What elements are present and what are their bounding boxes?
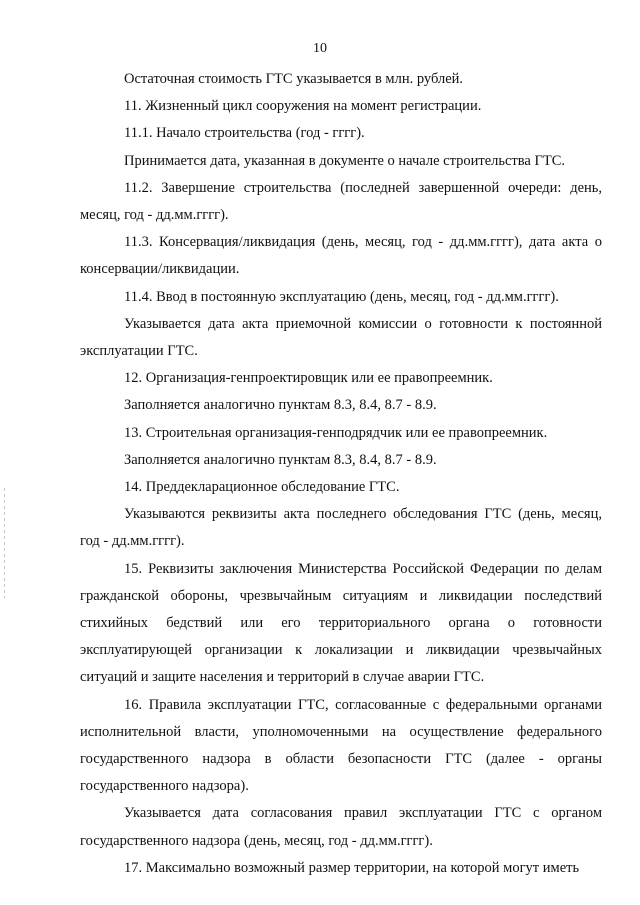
paragraph-item-16: 16. Правила эксплуатации ГТС, согласованные с федеральными органами исполнительной власти, уполномоченными на осуществление федерального государственного надзора в области безопасности ГТС (далее - органы государственного надзора). bbox=[80, 696, 602, 795]
paragraph-item-15: 15. Реквизиты заключения Министерства Российской Федерации по делам гражданской обороны, чрезвычайным ситуациям и ликвидации последствий стихийных бедствий или его территориального органа о готовности эксплуатирующей организации к локализации и ликвидации чрезвычайных ситуаций и защите населения и территорий в случае аварии ГТС. bbox=[80, 560, 602, 686]
paragraph-item-11-4: 11.4. Ввод в постоянную эксплуатацию (день, месяц, год - дд.мм.гггг). bbox=[124, 288, 559, 305]
paragraph-item-16-note: Указывается дата согласования правил эксплуатации ГТС с органом государственного надзора (день, месяц, год - дд.мм.гггг). bbox=[80, 805, 602, 849]
paragraph-item-14: 14. Преддекларационное обследование ГТС. bbox=[124, 479, 400, 496]
paragraph-item-14-note: Указываются реквизиты акта последнего обследования ГТС (день, месяц, год - дд.мм.гггг). bbox=[80, 506, 602, 550]
document-body bbox=[80, 66, 602, 882]
paragraph-item-12-note: Заполняется аналогично пунктам 8.3, 8.4, 8.7 - 8.9. bbox=[124, 397, 437, 414]
paragraph-item-11-1: 11.1. Начало строительства (год - гггг). bbox=[124, 125, 365, 142]
paragraph-item-12: 12. Организация-генпроектировщик или ее правопреемник. bbox=[124, 370, 493, 387]
paragraph-item-11: 11. Жизненный цикл сооружения на момент регистрации. bbox=[124, 98, 482, 115]
paragraph-item-11-3: 11.3. Консервация/ликвидация (день, месяц, год - дд.мм.гггг), дата акта о консервации/ликвидации. bbox=[80, 234, 602, 278]
paragraph-item-17: 17. Максимально возможный размер территории, на которой могут иметь bbox=[124, 859, 580, 876]
paragraph-item-11-2: 11.2. Завершение строительства (последней завершенной очереди: день, месяц, год - дд.мм.гггг). bbox=[80, 179, 602, 224]
paragraph-item-13-note: Заполняется аналогично пунктам 8.3, 8.4, 8.7 - 8.9. bbox=[124, 451, 437, 468]
scan-edge-mark bbox=[4, 488, 5, 598]
paragraph-residual-value: Остаточная стоимость ГТС указывается в млн. рублей. bbox=[124, 71, 464, 87]
page-number: 10 bbox=[313, 41, 327, 56]
paragraph-item-13: 13. Строительная организация-генподрядчик или ее правопреемник. bbox=[124, 424, 548, 441]
paragraph-item-11-1-note: Принимается дата, указанная в документе о начале строительства ГТС. bbox=[124, 152, 566, 169]
paragraph-item-11-4-note: Указывается дата акта приемочной комиссии о готовности к постоянной эксплуатации ГТС. bbox=[80, 315, 602, 360]
